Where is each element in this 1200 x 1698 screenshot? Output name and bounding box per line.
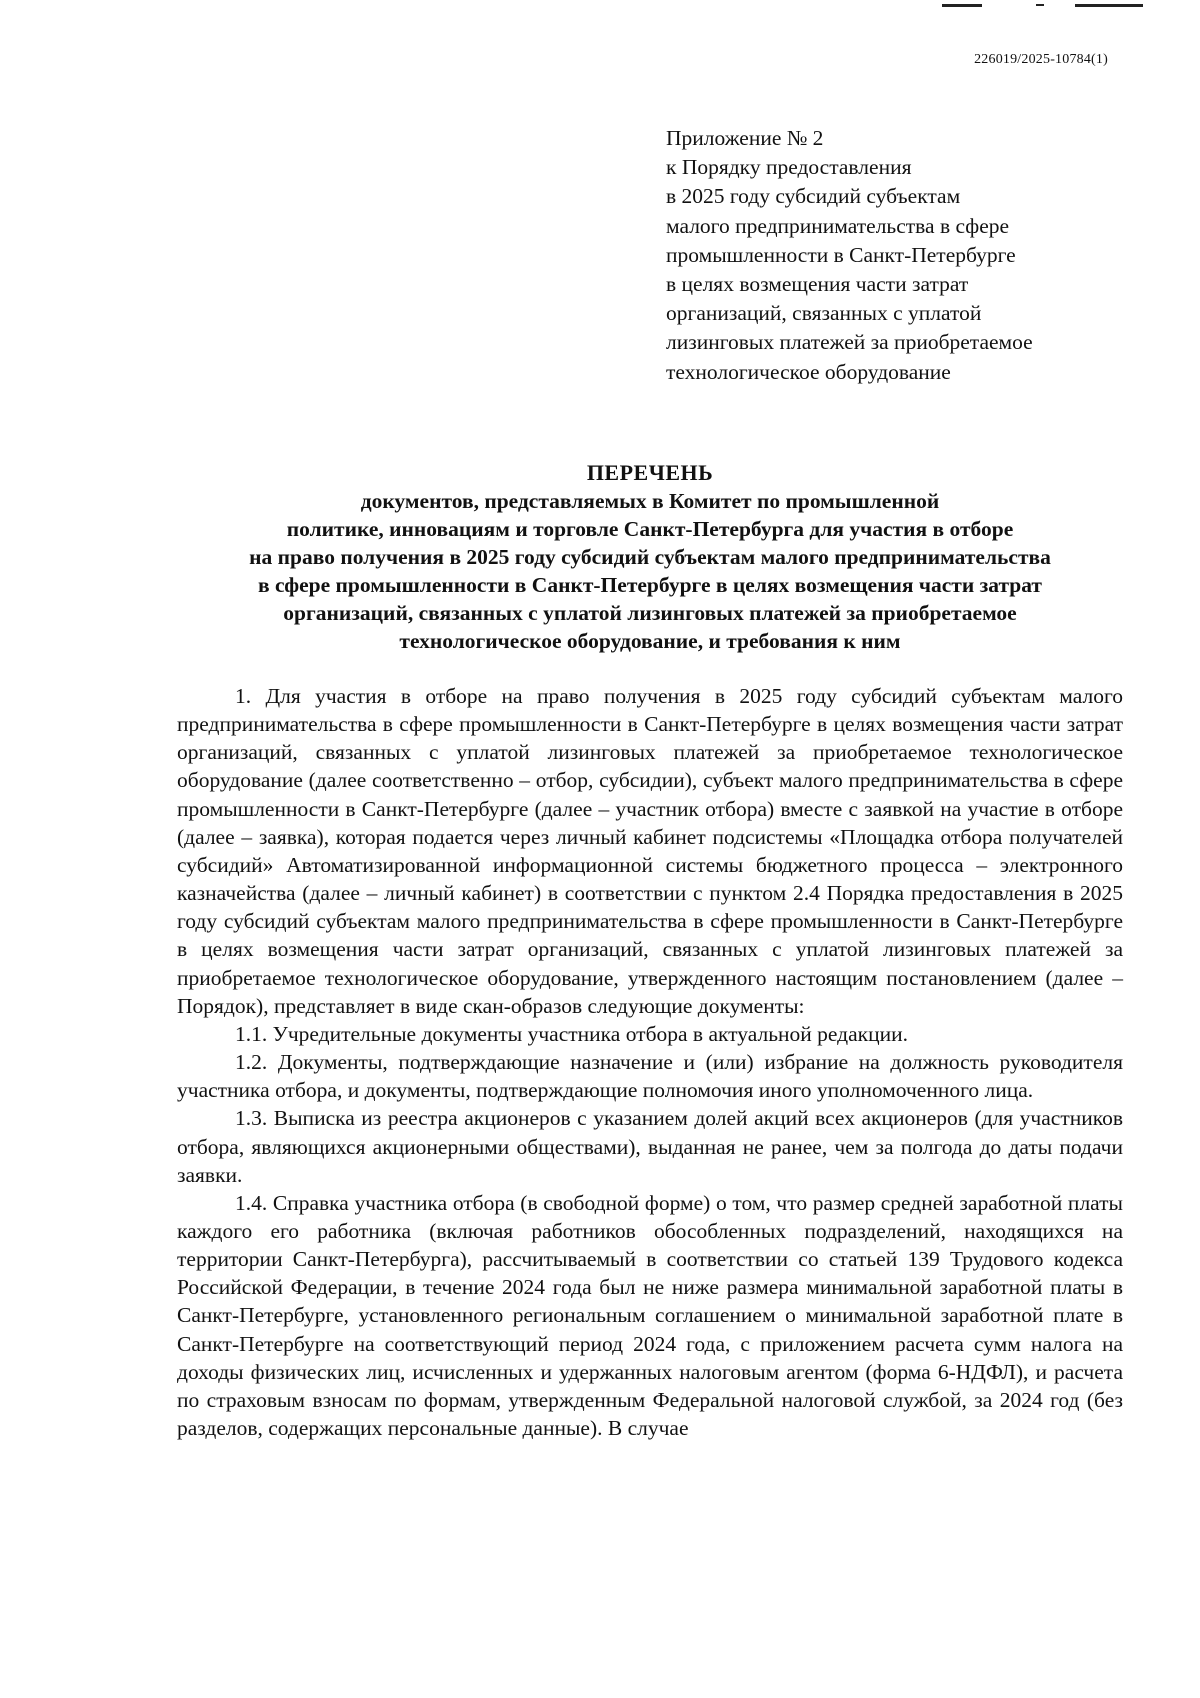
scan-top-edge-marks bbox=[0, 0, 1200, 12]
appendix-line: в целях возмещения части затрат bbox=[666, 272, 969, 297]
scan-mark bbox=[942, 4, 982, 7]
appendix-line: промышленности в Санкт-Петербурге bbox=[666, 242, 1016, 267]
document-title-block bbox=[150, 459, 1150, 655]
paragraph-1-2: 1.2. Документы, подтверждающие назначение и (или) избрание на должность руководителя участника отбора, и документы, подтверждающие полномочия иного уполномоченного лица. bbox=[177, 1050, 1123, 1103]
subtitle-line: политике, инновациям и торговле Санкт-Петербурга для участия в отборе bbox=[286, 517, 1014, 541]
appendix-line: технологическое оборудование bbox=[666, 359, 951, 384]
appendix-line: Приложение № 2 bbox=[666, 126, 824, 150]
subtitle-line: технологическое оборудование, и требования к ним bbox=[399, 629, 901, 653]
document-body bbox=[177, 682, 1123, 1442]
subtitle-line: организаций, связанных с уплатой лизинговых платежей за приобретаемое bbox=[283, 601, 1017, 625]
appendix-line: к Порядку предоставления bbox=[666, 155, 912, 180]
scan-mark bbox=[1075, 4, 1143, 7]
subtitle-line: в сфере промышленности в Санкт-Петербурге в целях возмещения части затрат bbox=[258, 573, 1042, 597]
document-title: ПЕРЕЧЕНЬ bbox=[586, 460, 714, 485]
appendix-line: организаций, связанных с уплатой bbox=[666, 301, 982, 326]
appendix-header bbox=[666, 124, 1106, 387]
paragraph-1: 1. Для участия в отборе на право получения в 2025 году субсидий субъектам малого предпринимательства в сфере промышленности в Санкт-Петербурге в целях возмещения части затрат организаций, связанных с уплатой лизинговых платежей за приобретаемое технологическое оборудование (далее соответственно – отбор, субсидии), субъект малого предпринимательства в сфере промышленности в Санкт-Петербурге (далее – участник отбора) вместе с заявкой на участие в отборе (далее – заявка), которая подается через личный кабинет подсистемы «Площадка отбора получателей субсидий» Автоматизированной информационной системы бюджетного процесса – электронного казначейства (далее – личный кабинет) в соответствии с пунктом 2.4 Порядка предоставления в 2025 году субсидий субъектам малого предпринимательства в сфере промышленности в Санкт-Петербурге в целях возмещения части затрат организаций, связанных с уплатой лизинговых платежей за приобретаемое технологическое оборудование, утвержденного настоящим постановлением (далее – Порядок), представляет в виде скан-образов следующие документы: bbox=[177, 684, 1123, 1018]
appendix-line: в 2025 году субсидий субъектам bbox=[666, 184, 961, 209]
scan-mark bbox=[1036, 4, 1044, 6]
paragraph-1-3: 1.3. Выписка из реестра акционеров с указанием долей акций всех акционеров (для участников отбора, являющихся акционерными обществами), выданная не ранее, чем за полгода до даты подачи заявки. bbox=[177, 1106, 1123, 1187]
appendix-line: лизинговых платежей за приобретаемое bbox=[666, 330, 1033, 355]
subtitle-line: документов, представляемых в Комитет по промышленной bbox=[360, 489, 940, 513]
appendix-line: малого предпринимательства в сфере bbox=[666, 213, 1010, 238]
paragraph-1-4: 1.4. Справка участника отбора (в свободной форме) о том, что размер средней заработной платы каждого его работника (включая работников обособленных подразделений, находящихся на территории Санкт-Петербурга), рассчитываемый в соответствии со статьей 139 Трудового кодекса Российской Федерации, в течение 2024 года был не ниже размера минимальной заработной платы в Санкт-Петербурге, установленного региональным соглашением о минимальной заработной плате в Санкт-Петербурге на соответствующий период 2024 года, с приложением расчета сумм налога на доходы физических лиц, исчисленных и удержанных налоговым агентом (форма 6-НДФЛ), и расчета по страховым взносам по формам, утвержденным Федеральной налоговой службой, за 2024 год (без разделов, содержащих персональные данные). В случае bbox=[177, 1190, 1123, 1441]
paragraph-1-1: 1.1. Учредительные документы участника отбора в актуальной редакции. bbox=[235, 1021, 908, 1046]
subtitle-line: на право получения в 2025 году субсидий субъектам малого предпринимательства bbox=[249, 545, 1051, 569]
document-registration-number: 226019/2025-10784(1) bbox=[974, 52, 1108, 67]
